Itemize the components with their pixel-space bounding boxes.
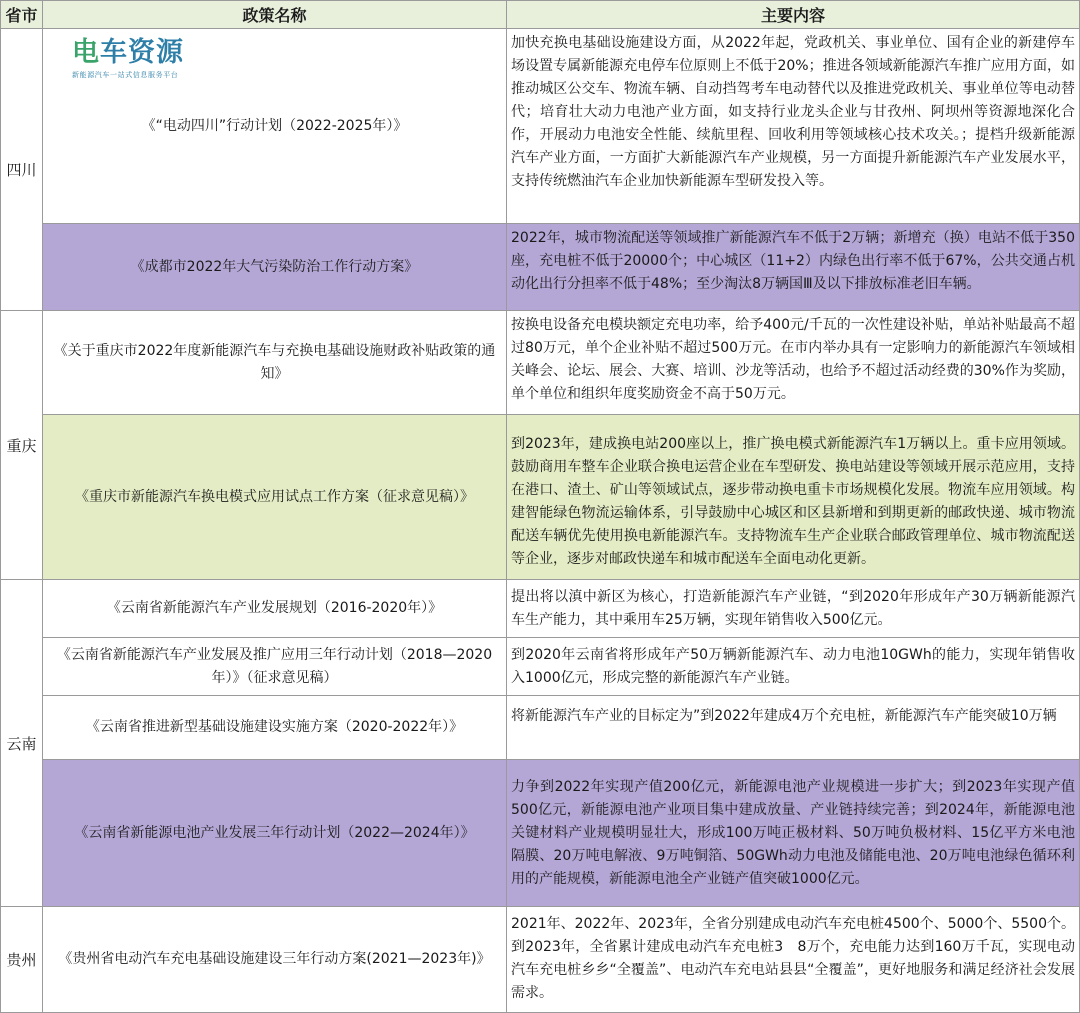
policy-content-cell [506, 637, 1080, 696]
policy-content-cell [506, 414, 1080, 580]
policy-name-text: 《云南省新能源电池产业发展三年行动计划（2022—2024年）》 [74, 824, 475, 841]
province-yunnan: 云南 [0, 579, 43, 907]
policy-content-text: 2022年，城市物流配送等领域推广新能源汽车不低于2万辆；新增充（换）电站不低于350座，充电桩不低于20000个；中心城区（11+2）内绿色出行率不低于67%，公共交通占机动化出行分担率不低于48%；至少淘汰8万辆国Ⅲ及以下排放标准老旧车辆。 [511, 230, 1075, 292]
policy-name-text: 《云南省新能源汽车产业发展规划（2016-2020年）》 [106, 600, 443, 616]
policy-name-text: 《关于重庆市2022年度新能源汽车与充换电基础设施财政补贴政策的通知》 [53, 342, 496, 382]
logo-subtitle: 新能源汽车一站式信息服务平台 [72, 71, 179, 79]
policy-name-text: 《重庆市新能源汽车换电模式应用试点工作方案（征求意见稿）》 [75, 488, 474, 505]
policy-name-text: 《云南省新能源汽车产业发展及推广应用三年行动计划（2018—2020年）》（征求意见稿） [56, 646, 493, 686]
policy-content-text: 2021年、2022年、2023年，全省分别建成电动汽车充电桩4500个、5000个、5500个。到2023年，全省累计建成电动汽车充电桩3 8万个，充电能力达到160万千瓦，实现电动汽车充电桩乡乡“全覆盖”、电动汽车充电站县县“全覆盖”，更好地服务和满足经济社会发展需求。 [511, 916, 1075, 1001]
policy-content-cell [506, 906, 1080, 1013]
policy-name-cell [42, 310, 507, 415]
header-policy-name: 政策名称 [42, 0, 507, 29]
policy-name-text: 《贵州省电动汽车充电基础设施建设三年行动方案(2021—2023年)》 [58, 951, 491, 967]
policy-content-text: 到2020年云南省将形成年产50万辆新能源汽车、动力电池10GWh的能力，实现年销售收入1000亿元，形成完整的新能源汽车产业链。 [511, 647, 1075, 686]
policy-content-cell [506, 695, 1080, 760]
policy-name-cell [42, 223, 507, 311]
policy-name-cell [42, 906, 507, 1013]
policy-name-text: 《“电动四川”行动计划（2022-2025年）》 [141, 117, 408, 134]
logo-mark: 电 [72, 37, 100, 68]
policy-name-cell [42, 579, 507, 638]
header-content: 主要内容 [506, 0, 1080, 29]
policy-content-text: 力争到2022年实现产值200亿元，新能源电池产业规模进一步扩大；到2023年实现产值500亿元，新能源电池产业项目集中建成放量、产业链持续完善；到2024年，新能源电池关键材料产业规模明显壮大，形成100万吨正极材料、50万吨负极材料、15亿平方米电池隔膜、20万吨电解液、9万吨铜箔、50GWh动力电池及储能电池、20万吨电池绿色循环利用的产能规模，新能源电池全产业链产值突破1000亿元。 [511, 779, 1075, 887]
policy-name-text: 《云南省推进新型基础设施建设实施方案（2020-2022年）》 [85, 719, 464, 735]
brand-logo [72, 38, 222, 80]
policy-content-text: 到2023年，建成换电站200座以上，推广换电模式新能源汽车1万辆以上。重卡应用领域。鼓励商用车整车企业联合换电运营企业在车型研发、换电站建设等领域开展示范应用，支持在港口、渣土、矿山等领域试点，逐步带动换电重卡市场规模化发展。物流车应用领域。构建智能绿色物流运输体系，引导鼓励中心城区和区县新增和到期更新的邮政快递、城市物流配送车辆优先使用换电新能源汽车。支持物流车生产企业联合邮政管理单位、城市物流配送等企业，逐步对邮政快递车和城市配送车全面电动化更新。 [511, 436, 1075, 567]
header-province: 省市 [0, 0, 43, 29]
policy-name-cell [42, 414, 507, 580]
policy-content-text: 按换电设备充电模块额定充电功率，给予400元/千瓦的一次性建设补贴，单站补贴最高不超过80万元，单个企业补贴不超过500万元。在市内举办具有一定影响力的新能源汽车领域相关峰会、论坛、展会、大赛、培训、沙龙等活动，也给予不超过活动经费的30%作为奖励，单个单位和组织年度奖励资金不高于50万元。 [511, 317, 1075, 402]
policy-content-cell [506, 579, 1080, 638]
policy-content-cell [506, 759, 1080, 907]
policy-content-cell [506, 310, 1080, 415]
logo-text: 车资源 [100, 37, 184, 68]
policy-name-text: 《成都市2022年大气污染防治工作行动方案》 [130, 258, 419, 275]
policy-name-cell [42, 759, 507, 907]
province-guizhou: 贵州 [0, 906, 43, 1013]
policy-content-text: 提出将以滇中新区为核心，打造新能源汽车产业链，“到2020年形成年产30万辆新能源汽车生产能力，其中乘用车25万辆，实现年销售收入500亿元。 [511, 589, 1075, 628]
logo-wordmark [72, 38, 184, 68]
policy-content-cell [506, 28, 1080, 224]
policy-name-cell [42, 695, 507, 760]
policy-content-text: 加快充换电基础设施建设方面，从2022年起，党政机关、事业单位、国有企业的新建停车场设置专属新能源充电停车位原则上不低于20%；推进各领域新能源汽车推广应用方面，如推动城区公交车、物流车辆、自动挡驾考车电动替代以及推进党政机关、事业单位等电动替代；培育壮大动力电池产业方面，如支持行业龙头企业与甘孜州、阿坝州等资源地深化合作，开展动力电池安全性能、续航里程、回收利用等领域核心技术攻关。；提档升级新能源汽车产业方面，一方面扩大新能源汽车产业规模，另一方面提升新能源汽车产业发展水平，支持传统燃油汽车企业加快新能源车型研发投入等。 [511, 35, 1075, 189]
province-chongqing: 重庆 [0, 310, 43, 580]
province-sichuan: 四川 [0, 28, 43, 311]
policy-name-cell [42, 637, 507, 696]
policy-content-text: 将新能源汽车产业的目标定为”到2022年建成4万个充电桩，新能源汽车产能突破10万辆 [511, 708, 1057, 724]
policy-content-cell [506, 223, 1080, 311]
